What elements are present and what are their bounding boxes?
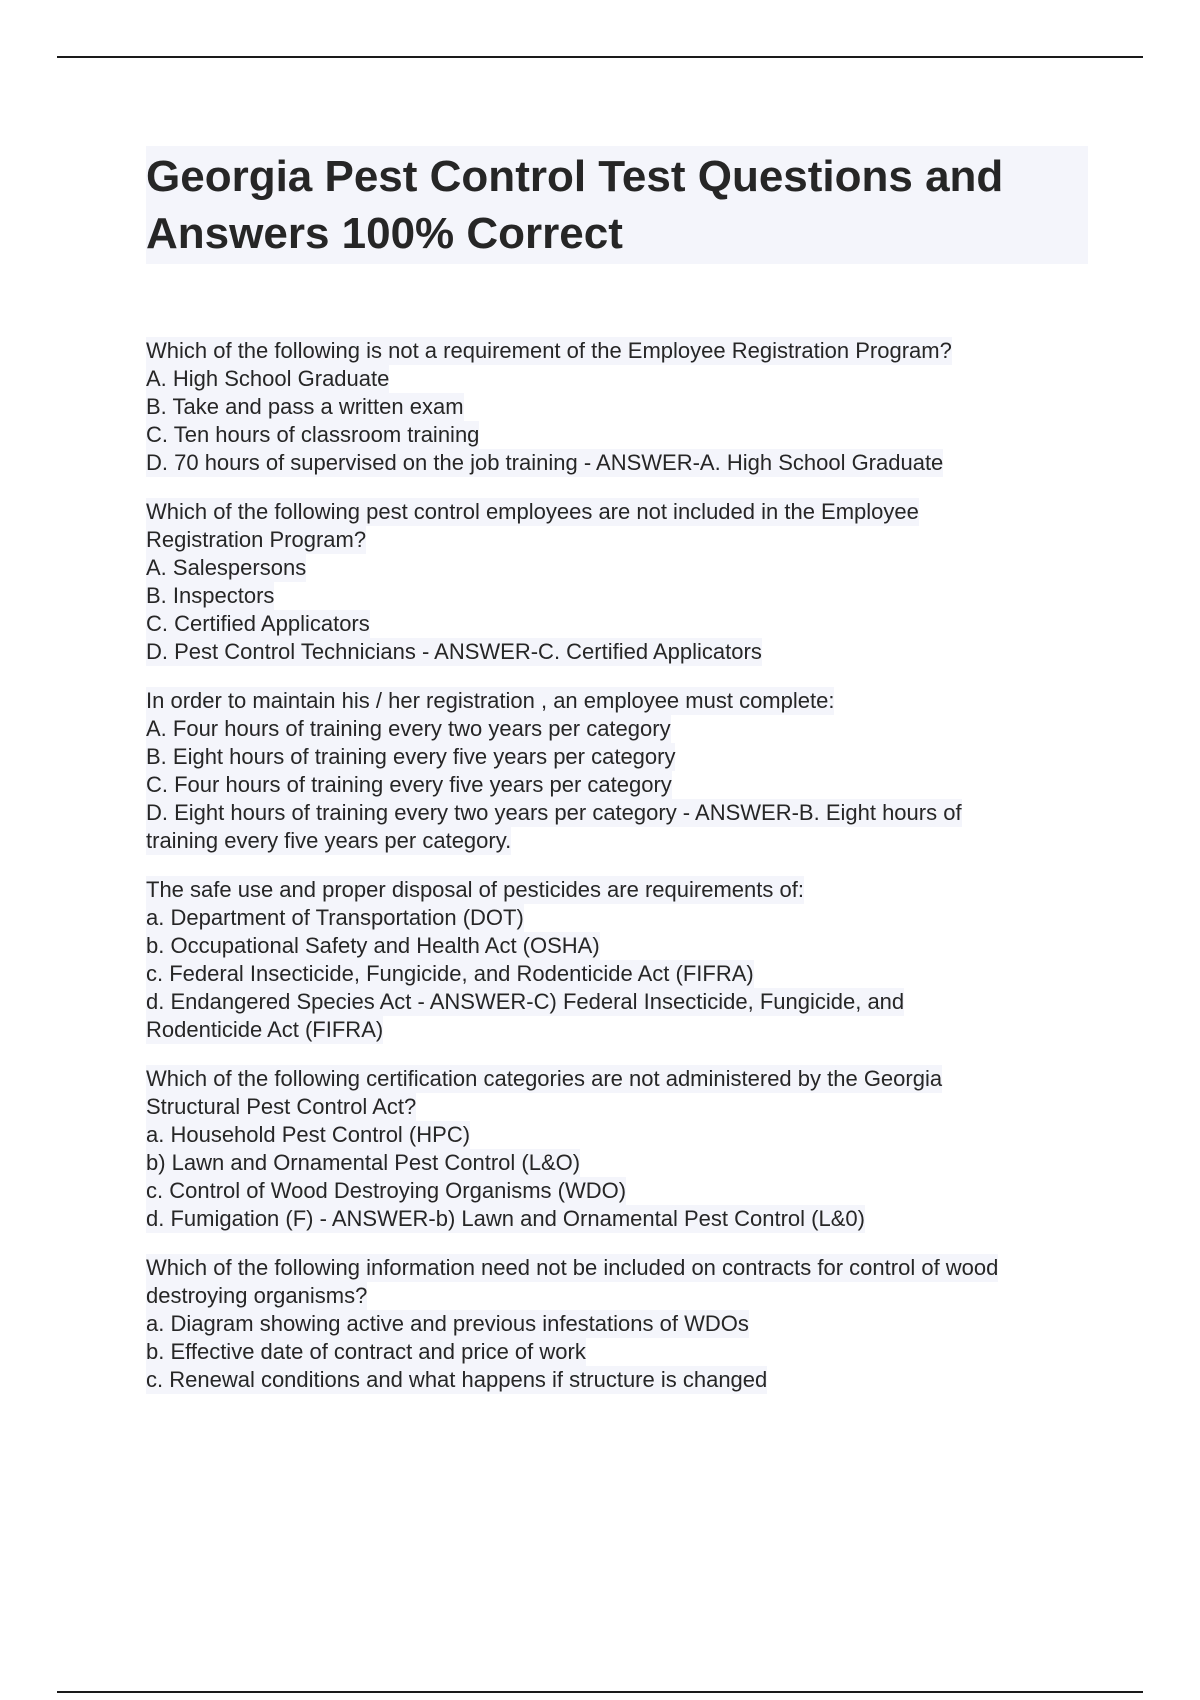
question-line: b. Effective date of contract and price of work xyxy=(146,1339,586,1364)
question-line: D. 70 hours of supervised on the job training - ANSWER-A. High School Graduate xyxy=(146,450,944,475)
question-line: d. Endangered Species Act - ANSWER-C) Federal Insecticide, Fungicide, and xyxy=(146,989,905,1014)
question-line: A. Four hours of training every two years per category xyxy=(146,716,671,741)
question-block xyxy=(146,1065,1106,1233)
question-text: Which of the following is not a requirement of the Employee Registration Program? xyxy=(146,338,952,363)
question-line: A. High School Graduate xyxy=(146,366,390,391)
page-title: Georgia Pest Control Test Questions and Answers 100% Correct xyxy=(146,152,1004,258)
question-line: c. Control of Wood Destroying Organisms (WDO) xyxy=(146,1178,627,1203)
question-line: d. Fumigation (F) - ANSWER-b) Lawn and Ornamental Pest Control (L&0) xyxy=(146,1206,865,1231)
question-line: B. Eight hours of training every five years per category xyxy=(146,744,676,769)
question-line: D. Pest Control Technicians - ANSWER-C. Certified Applicators xyxy=(146,639,762,664)
question-line: a. Department of Transportation (DOT) xyxy=(146,905,524,930)
question-block xyxy=(146,1254,1106,1394)
question-list xyxy=(146,337,1106,1415)
question-text: Which of the following certification categories are not administered by the Georgia xyxy=(146,1066,943,1091)
question-line: c. Federal Insecticide, Fungicide, and Rodenticide Act (FIFRA) xyxy=(146,961,754,986)
question-line: D. Eight hours of training every two years per category - ANSWER-B. Eight hours of xyxy=(146,800,962,825)
question-line: C. Four hours of training every five years per category xyxy=(146,772,672,797)
question-block xyxy=(146,337,1106,477)
question-line: B. Inspectors xyxy=(146,583,275,608)
question-line: a. Household Pest Control (HPC) xyxy=(146,1122,471,1147)
question-text: The safe use and proper disposal of pesticides are requirements of: xyxy=(146,877,804,902)
question-line: C. Ten hours of classroom training xyxy=(146,422,480,447)
question-line: Rodenticide Act (FIFRA) xyxy=(146,1017,384,1042)
question-text: Which of the following information need not be included on contracts for control of wood xyxy=(146,1255,999,1280)
question-block xyxy=(146,498,1106,666)
question-line: C. Certified Applicators xyxy=(146,611,370,636)
question-line: training every five years per category. xyxy=(146,828,512,853)
question-block xyxy=(146,687,1106,855)
question-line: b. Occupational Safety and Health Act (OSHA) xyxy=(146,933,600,958)
question-line: Structural Pest Control Act? xyxy=(146,1094,417,1119)
question-line: destroying organisms? xyxy=(146,1283,368,1308)
bottom-rule xyxy=(57,1691,1143,1693)
question-line: B. Take and pass a written exam xyxy=(146,394,464,419)
top-rule xyxy=(57,56,1143,58)
question-text: In order to maintain his / her registration , an employee must complete: xyxy=(146,688,835,713)
question-line: c. Renewal conditions and what happens if structure is changed xyxy=(146,1367,768,1392)
question-line: a. Diagram showing active and previous infestations of WDOs xyxy=(146,1311,749,1336)
question-block xyxy=(146,876,1106,1044)
question-line: b) Lawn and Ornamental Pest Control (L&O) xyxy=(146,1150,581,1175)
question-line: A. Salespersons xyxy=(146,555,307,580)
question-text: Which of the following pest control employees are not included in the Employee xyxy=(146,499,919,524)
title-block xyxy=(146,146,1088,264)
question-line: Registration Program? xyxy=(146,527,367,552)
